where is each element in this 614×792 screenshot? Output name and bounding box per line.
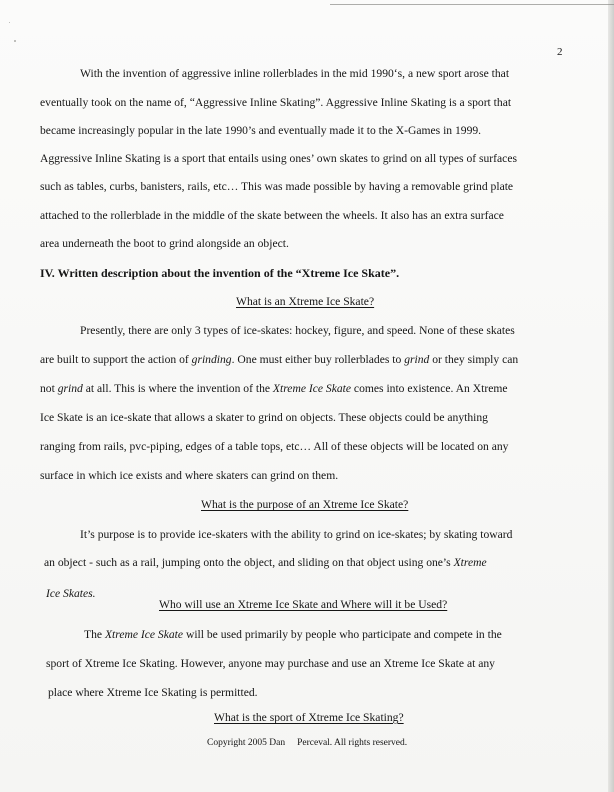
paragraph-line: sport of Xtreme Ice Skating. However, anyone may purchase and use an Xtreme Ice Skate at any <box>46 657 495 670</box>
paragraph-line: It’s purpose is to provide ice-skaters with the ability to grind on ice-skates; by skating toward <box>80 528 513 541</box>
footer-text: Copyright 2005 Dan <box>207 738 286 748</box>
subheading-purpose: What is the purpose of an Xtreme Ice Skate? <box>201 498 409 511</box>
scan-speck <box>9 22 10 23</box>
text-run: not <box>40 382 58 395</box>
paragraph-line: such as tables, curbs, banisters, rails, etc… This was made possible by having a removable grind plate <box>40 180 514 193</box>
paragraph-line: became increasingly popular in the late 1990’s and eventually made it to the X-Games in 1999. <box>40 124 482 137</box>
paragraph-line: With the invention of aggressive inline rollerblades in the mid 1990‘s, a new sport arose that <box>80 67 510 80</box>
text-run: or they simply can <box>429 353 519 366</box>
paragraph-line <box>46 588 96 600</box>
paragraph-line <box>40 383 508 395</box>
paragraph-line: ranging from rails, pvc-piping, edges of a table tops, etc… All of these objects will be located on any <box>40 440 509 453</box>
scan-edge-line <box>330 4 614 5</box>
paragraph-line: Aggressive Inline Skating is a sport that entails using ones’ own skates to grind on all types of surfaces <box>40 152 517 165</box>
paragraph-line: surface in which ice exists and where skaters can grind on them. <box>40 469 339 482</box>
italic-term: grind <box>404 353 430 366</box>
paragraph-line: attached to the rollerblade in the middle of the skate between the wheels. It also has an extra surface <box>40 209 504 222</box>
italic-term: Xtreme Ice Skate <box>104 628 184 641</box>
section-heading: IV. Written description about the invention of the “Xtreme Ice Skate”. <box>40 266 400 280</box>
italic-term: Ice Skates. <box>46 587 96 600</box>
italic-term: grinding <box>191 353 232 366</box>
scan-speck <box>14 40 16 42</box>
subheading-what-is: What is an Xtreme Ice Skate? <box>236 295 375 308</box>
copyright-footer <box>207 738 407 748</box>
italic-term: Xtreme <box>453 556 487 569</box>
paragraph-line: place where Xtreme Ice Skating is permitted. <box>48 686 258 699</box>
text-run: an object - such as a rail, jumping onto the object, and sliding on that object using one’s <box>44 556 454 569</box>
text-run: The <box>84 628 105 641</box>
footer-text: Perceval. All rights reserved. <box>297 738 408 748</box>
paragraph-line <box>40 354 518 366</box>
paragraph-line: eventually took on the name of, “Aggressive Inline Skating”. Aggressive Inline Skating is a sport that <box>40 96 512 109</box>
italic-term: grind <box>57 382 83 395</box>
paragraph-line: Ice Skate is an ice-skate that allows a skater to grind on objects. These objects could be anything <box>40 411 488 424</box>
text-run: comes into existence. An Xtreme <box>351 382 508 395</box>
paragraph-line <box>44 557 487 569</box>
text-run: . One must either buy rollerblades to <box>231 353 405 366</box>
subheading-sport: What is the sport of Xtreme Ice Skating? <box>214 711 404 724</box>
page-number: 2 <box>557 46 563 58</box>
paragraph-line: Presently, there are only 3 types of ice-skates: hockey, figure, and speed. None of these skates <box>80 324 515 337</box>
text-run: are built to support the action of <box>40 353 192 366</box>
page-edge-shadow <box>608 0 614 792</box>
italic-term: Xtreme Ice Skate <box>272 382 352 395</box>
paragraph-line <box>84 629 502 641</box>
text-run: will be used primarily by people who participate and compete in the <box>183 628 502 641</box>
text-run: at all. This is where the invention of the <box>82 382 273 395</box>
paragraph-line: area underneath the boot to grind alongside an object. <box>40 237 289 250</box>
subheading-who-where: Who will use an Xtreme Ice Skate and Where will it be Used? <box>159 598 448 611</box>
